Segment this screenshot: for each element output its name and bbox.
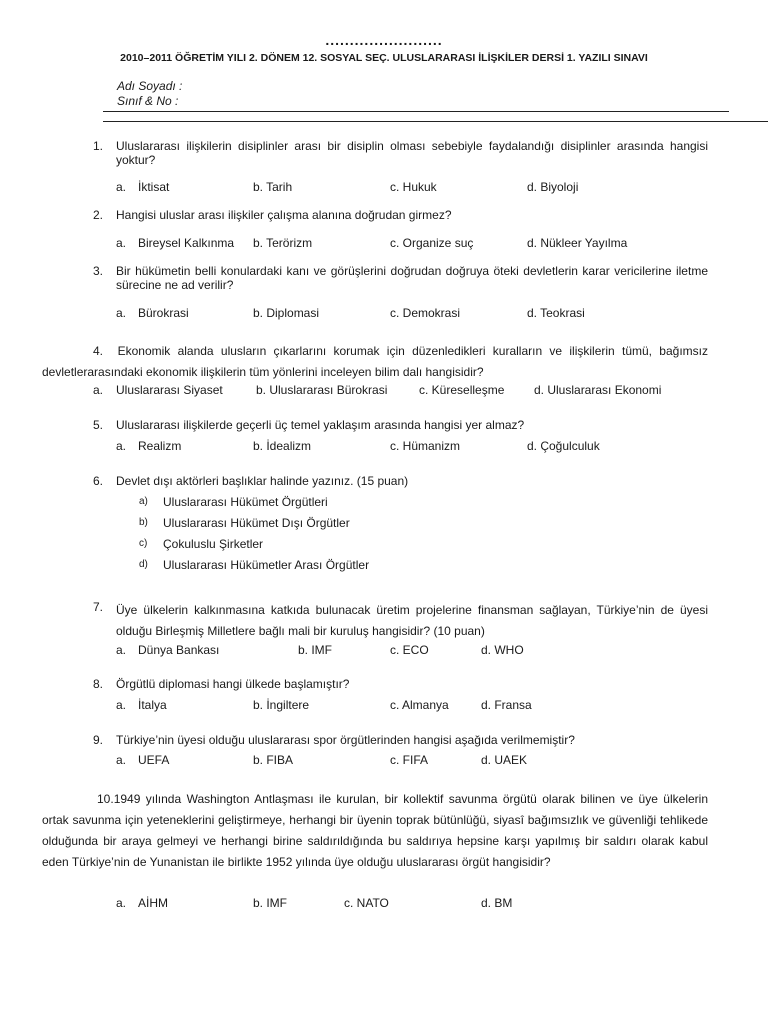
option-a: Bireysel Kalkınma — [138, 236, 235, 250]
question-text: Üye ülkelerin kalkınmasına katkıda bulunacak üretim projelerine finansman sağlayan, Türkiye’nin de üyesi olduğu Birleşmiş Milletlere bağlı mali bir kuruluş hangisidir? (10 puan) — [116, 603, 708, 638]
option-c: c. Organize suç — [390, 236, 474, 250]
option-a: İtalya — [138, 698, 167, 712]
question-number: 4. — [93, 344, 104, 358]
question-text: Uluslararası ilişkilerin disiplinler arası bir disiplin olması sebebiyle faydalandığı disiplinler arasında hangisi yoktur? — [116, 139, 708, 167]
option-c: c. NATO — [344, 896, 389, 910]
question-text: Örgütlü diplomasi hangi ülkede başlamıştır? — [116, 677, 350, 691]
answer-options — [116, 439, 716, 453]
option-letter-a: a. — [116, 896, 127, 910]
option-b: b. IMF — [298, 643, 333, 657]
question-number: 1. — [93, 139, 104, 153]
option-letter-a: a. — [116, 643, 127, 657]
option-letter-a: a. — [116, 236, 127, 250]
option-b: b. FIBA — [253, 753, 294, 767]
option-letter-a: a. — [116, 306, 127, 320]
header-rule-2 — [103, 121, 768, 122]
option-c: c. Küreselleşme — [419, 383, 505, 397]
question-number: 6. — [93, 474, 104, 488]
option-d: d. Teokrasi — [527, 306, 585, 320]
option-d: d. Uluslararası Ekonomi — [534, 383, 662, 397]
answer-options — [116, 643, 716, 657]
question-number: 5. — [93, 418, 104, 432]
option-b: b. IMF — [253, 896, 288, 910]
option-d: d. UAEK — [481, 753, 528, 767]
option-b: b. İngiltere — [253, 698, 310, 712]
answer-options — [116, 306, 716, 320]
question-text — [42, 341, 708, 383]
option-a: İktisat — [138, 180, 170, 194]
option-a: AİHM — [138, 896, 168, 910]
option-d: d. BM — [481, 896, 513, 910]
question-number: 10. — [97, 792, 114, 806]
list-item-label: d) — [139, 559, 148, 570]
option-letter-a: a. — [116, 753, 127, 767]
header-dots: ........................ — [325, 32, 443, 48]
question-text: Hangisi uluslar arası ilişkiler çalışma alanına doğrudan girmez? — [116, 208, 452, 222]
option-d: d. Fransa — [481, 698, 532, 712]
question-text: Devlet dışı aktörleri başlıklar halinde yazınız. (15 puan) — [116, 474, 409, 488]
option-c: c. Hümanizm — [390, 439, 461, 453]
option-b: b. Terörizm — [253, 236, 313, 250]
header-rule-1 — [103, 111, 729, 112]
question-text — [42, 789, 708, 873]
option-b: b. İdealizm — [253, 439, 312, 453]
list-item-text: Çokuluslu Şirketler — [163, 537, 264, 551]
option-c: c. Almanya — [390, 698, 449, 712]
question-body: 1949 yılında Washington Antlaşması ile kurulan, bir kollektif savunma örgütü olarak bilinen ve üye ülkelerin ortak savunma için yeteneklerini geliştirmeye, herhangi bir üyenin toprak bütünlüğü, siyasî bağımsızlık ve güvenliği tehlikede olduğunda bir araya gelmeyi ve herhangi birine saldırıldığında bu saldırıya hepsine karşı yapılmış bir saldırı olarak kabul eden Türkiye’nin de Yunanistan ile birlikte 1952 yılında üye olduğu uluslararası örgüt hangisidir? — [42, 792, 708, 869]
option-c: c. Demokrasi — [390, 306, 461, 320]
answer-options — [93, 383, 733, 397]
question-text: Bir hükümetin belli konulardaki kanı ve görüşlerini doğrudan doğruya öteki devletlerin karar vericilerine iletme sürecine ne ad verilir? — [116, 264, 708, 292]
question-number: 8. — [93, 677, 104, 691]
option-b: b. Diplomasi — [253, 306, 320, 320]
class-label: Sınıf & No : — [117, 94, 179, 108]
list-item-label: c) — [139, 538, 148, 549]
answer-options — [116, 236, 716, 250]
option-a: Uluslararası Siyaset — [116, 383, 223, 397]
list-item-text: Uluslararası Hükümet Örgütleri — [163, 495, 328, 509]
option-c: c. ECO — [390, 643, 429, 657]
question-number: 3. — [93, 264, 104, 278]
option-c: c. FIFA — [390, 753, 429, 767]
option-letter-a: a. — [116, 180, 127, 194]
question-number: 9. — [93, 733, 104, 747]
answer-options — [116, 896, 716, 910]
option-letter-a: a. — [116, 698, 127, 712]
answer-options — [116, 753, 716, 767]
option-d: d. Nükleer Yayılma — [527, 236, 628, 250]
option-letter-a: a. — [116, 439, 127, 453]
option-c: c. Hukuk — [390, 180, 437, 194]
option-b: b. Uluslararası Bürokrasi — [256, 383, 388, 397]
list-item-label: a) — [139, 496, 148, 507]
option-a: UEFA — [138, 753, 170, 767]
exam-title: 2010–2011 ÖĞRETİM YILI 2. DÖNEM 12. SOSYAL SEÇ. ULUSLARARASI İLİŞKİLER DERSİ 1. YAZILI SINAVI — [120, 52, 648, 64]
option-b: b. Tarih — [253, 180, 293, 194]
question-text: Türkiye’nin üyesi olduğu uluslararası spor örgütlerinden hangisi aşağıda verilmemiştir? — [116, 733, 575, 747]
name-label: Adı Soyadı : — [117, 79, 183, 93]
list-item-text: Uluslararası Hükümet Dışı Örgütler — [163, 516, 350, 530]
option-d: d. WHO — [481, 643, 524, 657]
question-number: 7. — [93, 600, 104, 614]
option-a: Dünya Bankası — [138, 643, 220, 657]
answer-options — [116, 180, 716, 194]
option-a: Bürokrasi — [138, 306, 189, 320]
option-d: d. Çoğulculuk — [527, 439, 600, 453]
question-text: Uluslararası ilişkilerde geçerli üç temel yaklaşım arasında hangisi yer almaz? — [116, 418, 525, 432]
option-letter-a: a. — [93, 383, 104, 397]
list-item-label: b) — [139, 517, 148, 528]
option-d: d. Biyoloji — [527, 180, 579, 194]
list-item-text: Uluslararası Hükümetler Arası Örgütler — [163, 558, 370, 572]
question-number: 2. — [93, 208, 104, 222]
question-body: Ekonomik alanda ulusların çıkarlarını korumak için düzenledikleri kuralların ve ilişkilerin tümü, bağımsız devletlerarasındaki ekonomik ilişkilerin tüm yönlerini inceleyen bilim dalı hangisidir? — [42, 344, 708, 379]
answer-options — [116, 698, 716, 712]
option-a: Realizm — [138, 439, 182, 453]
